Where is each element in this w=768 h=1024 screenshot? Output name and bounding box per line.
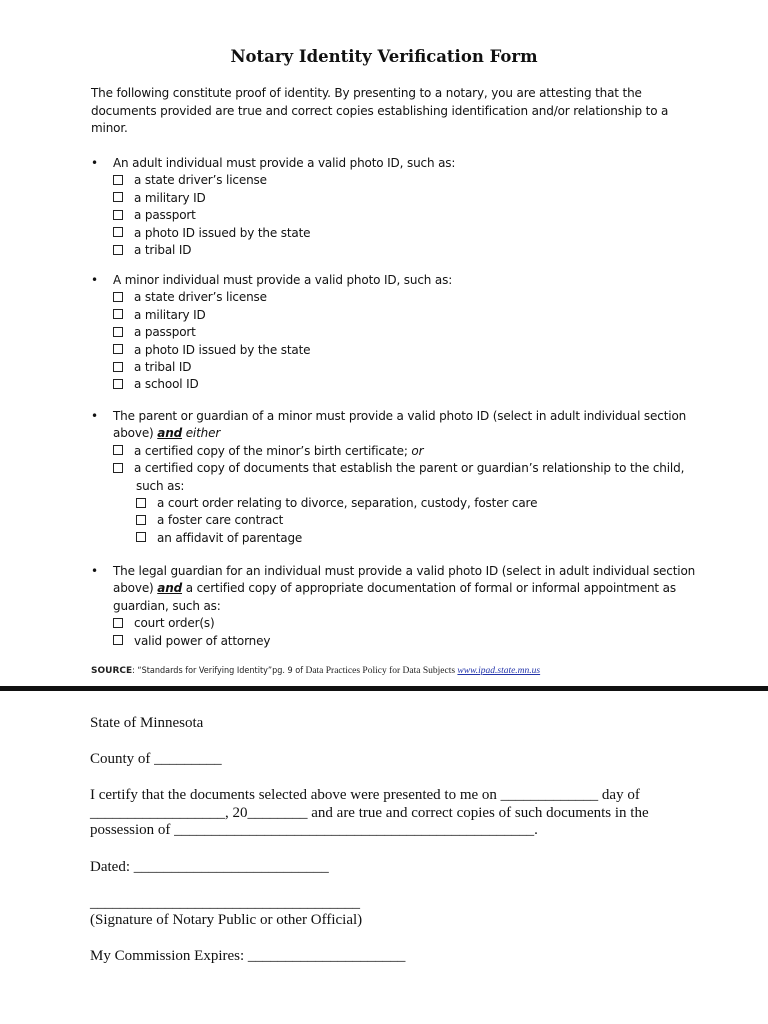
signature-line: ____________________________________ xyxy=(90,895,360,911)
adult-option[interactable]: a state driver’s license xyxy=(113,172,267,189)
source-link[interactable]: www.ipad.state.mn.us xyxy=(457,666,541,676)
source-policy: Data Practices Policy for Data Subjects xyxy=(303,666,458,676)
adult-option[interactable]: a military ID xyxy=(113,190,206,207)
checkbox-icon[interactable] xyxy=(113,618,123,628)
bullet-icon: • xyxy=(91,564,98,578)
checkbox-icon[interactable] xyxy=(136,515,146,525)
minor-option[interactable]: a passport xyxy=(113,324,196,341)
minor-option[interactable]: a state driver’s license xyxy=(113,289,267,306)
checkbox-icon[interactable] xyxy=(113,362,123,372)
checkbox-icon[interactable] xyxy=(113,309,123,319)
intro-line: The following constitute proof of identity. By presenting to a notary, you are attesting that the xyxy=(91,86,642,100)
minor-option[interactable]: a photo ID issued by the state xyxy=(113,342,310,359)
checkbox-icon[interactable] xyxy=(113,445,123,455)
minor-option[interactable]: a military ID xyxy=(113,307,206,324)
parent-sub-option[interactable]: an affidavit of parentage xyxy=(136,530,302,547)
parent-sub-option[interactable]: a court order relating to divorce, separation, custody, foster care xyxy=(136,495,537,512)
checkbox-icon[interactable] xyxy=(113,292,123,302)
certify-line: I certify that the documents selected above were presented to me on _____________ day of xyxy=(90,787,640,803)
bullet-icon: • xyxy=(91,156,98,170)
parent-option-continued: such as: xyxy=(136,478,185,493)
checkbox-icon[interactable] xyxy=(113,210,123,220)
checkbox-icon[interactable] xyxy=(136,498,146,508)
checkbox-icon[interactable] xyxy=(113,344,123,354)
parent-option[interactable]: a certified copy of the minor’s birth certificate; or xyxy=(113,443,423,460)
checkbox-icon[interactable] xyxy=(113,327,123,337)
legal-heading: The legal guardian for an individual must provide a valid photo ID (select in adult individual section above) and a certified copy of appropriate documentation of formal or informal appointment as guardian, such as: xyxy=(113,564,696,613)
bullet-icon: • xyxy=(91,409,98,423)
minor-heading: A minor individual must provide a valid photo ID, such as: xyxy=(113,273,453,287)
parent-heading: The parent or guardian of a minor must provide a valid photo ID (select in adult individual section above) and either xyxy=(113,409,687,441)
source-note xyxy=(91,666,540,676)
legal-option[interactable]: valid power of attorney xyxy=(113,633,270,650)
adult-option[interactable]: a tribal ID xyxy=(113,242,191,259)
bullet-icon: • xyxy=(91,273,98,287)
adult-heading: An adult individual must provide a valid photo ID, such as: xyxy=(113,156,456,170)
state-line: State of Minnesota xyxy=(90,715,204,731)
parent-sub-option[interactable]: a foster care contract xyxy=(136,512,283,529)
checkbox-icon[interactable] xyxy=(113,635,123,645)
checkbox-icon[interactable] xyxy=(113,379,123,389)
checkbox-icon[interactable] xyxy=(113,245,123,255)
intro-line: minor. xyxy=(91,121,128,135)
dated-line: Dated: __________________________ xyxy=(90,859,329,875)
certify-line: possession of ________________________________________________. xyxy=(90,822,538,838)
intro-paragraph xyxy=(91,85,691,138)
source-standards: : “Standards for Verifying Identity”pg. 9 of xyxy=(132,666,304,676)
section-divider xyxy=(0,686,768,691)
legal-option[interactable]: court order(s) xyxy=(113,615,215,632)
certify-line: __________________, 20________ and are true and correct copies of such documents in the xyxy=(90,805,649,821)
checkbox-icon[interactable] xyxy=(136,532,146,542)
minor-option[interactable]: a tribal ID xyxy=(113,359,191,376)
checkbox-icon[interactable] xyxy=(113,192,123,202)
checkbox-icon[interactable] xyxy=(113,227,123,237)
parent-option[interactable]: a certified copy of documents that establish the parent or guardian’s relationship to the child, xyxy=(113,460,684,477)
adult-option[interactable]: a passport xyxy=(113,207,196,224)
form-title: Notary Identity Verification Form xyxy=(230,47,538,66)
signature-label: (Signature of Notary Public or other Official) xyxy=(90,912,363,928)
adult-option[interactable]: a photo ID issued by the state xyxy=(113,225,310,242)
checkbox-icon[interactable] xyxy=(113,175,123,185)
minor-option[interactable]: a school ID xyxy=(113,376,199,393)
intro-line: documents provided are true and correct copies establishing identification and/or relationship to a xyxy=(91,103,669,118)
commission-line: My Commission Expires: _____________________ xyxy=(90,948,406,964)
checkbox-icon[interactable] xyxy=(113,463,123,473)
source-label: SOURCE xyxy=(91,666,133,676)
county-line: County of _________ xyxy=(90,751,222,767)
